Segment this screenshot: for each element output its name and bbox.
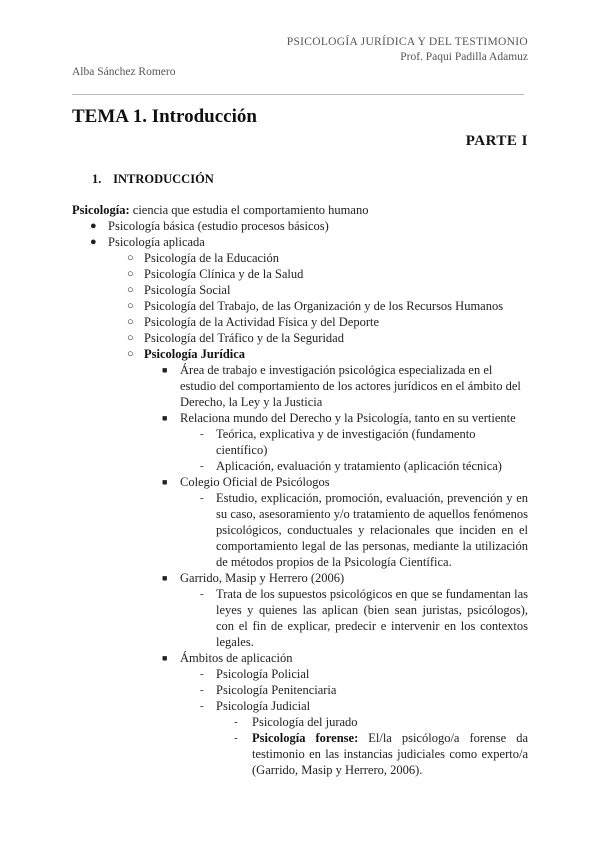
list-item: - Estudio, explicación, promoción, evaluación, prevención y en su caso, asesoramiento y/o tratamiento de aquellos fenómenos psicológicos, conductuales y relacionales que inciden en el comportamiento legal de las personas, mediante la utilización de métodos propios de la Psicología Científica. bbox=[200, 491, 528, 569]
part-label: PARTE I bbox=[465, 133, 528, 149]
list-item: ○ Psicología Social bbox=[127, 283, 231, 297]
list-item: - Psicología Judicial bbox=[200, 699, 311, 713]
bullet-square-icon: ■ bbox=[162, 365, 168, 375]
list-item: ○ Psicología de la Actividad Física y del Deporte bbox=[127, 315, 380, 329]
list-item: ■ Ámbitos de aplicación bbox=[162, 651, 293, 665]
list-item: - Trata de los supuestos psicológicos en que se fundamentan las leyes y quienes las aplican (bien sean juristas, psicólogos), con el fin de explicar, predecir e intervenir en los contextos legales. bbox=[200, 587, 528, 649]
list-item: ■ Relaciona mundo del Derecho y la Psicología, tanto en su vertiente bbox=[162, 411, 516, 425]
header-divider bbox=[72, 94, 524, 95]
list-item: ■ Colegio Oficial de Psicólogos bbox=[162, 475, 330, 489]
bullet-dash-icon: - bbox=[200, 460, 204, 472]
document-body bbox=[72, 202, 528, 778]
list-item: ○ Psicología del Tráfico y de la Seguridad bbox=[127, 331, 344, 345]
definition-line bbox=[72, 202, 528, 218]
bullet-dash-icon: - bbox=[234, 716, 238, 728]
list-item: ○ Psicología del Trabajo, de las Organización y de los Recursos Humanos bbox=[127, 299, 504, 313]
bullet-dash-icon: - bbox=[200, 684, 204, 696]
forense-term: Psicología forense: bbox=[252, 731, 359, 745]
bullet-circle-icon: ○ bbox=[127, 268, 134, 280]
section-heading bbox=[92, 172, 214, 187]
bullet-dash-icon: - bbox=[200, 428, 204, 440]
bullet-dash-icon: - bbox=[200, 700, 204, 712]
list-item: - Psicología Policial bbox=[200, 667, 310, 681]
list-item: - Aplicación, evaluación y tratamiento (aplicación técnica) bbox=[200, 459, 502, 473]
list-item: ○ Psicología de la Educación bbox=[127, 251, 280, 265]
bullet-dot-icon: ● bbox=[90, 236, 97, 248]
bullet-dash-icon: - bbox=[200, 588, 204, 600]
bullet-square-icon: ■ bbox=[162, 413, 168, 423]
definition-text: ciencia que estudia el comportamiento humano bbox=[132, 203, 369, 217]
bullet-circle-icon: ○ bbox=[127, 252, 134, 264]
bullet-circle-icon: ○ bbox=[127, 332, 134, 344]
list-item: ○ Psicología Jurídica bbox=[127, 347, 246, 361]
list-item: ○ Psicología Clínica y de la Salud bbox=[127, 267, 304, 281]
forense-text: El/la psicólogo/a forense da testimonio en las instancias judiciales como experto/a (Garrido, Masip y Herrero, 2006). bbox=[252, 731, 529, 777]
bullet-dot-icon: ● bbox=[90, 220, 97, 232]
list-item: - Psicología del jurado bbox=[234, 715, 358, 729]
bullet-dash-icon: - bbox=[200, 492, 204, 504]
bullet-dash-icon: - bbox=[200, 668, 204, 680]
bullet-square-icon: ■ bbox=[162, 653, 168, 663]
bullet-square-icon: ■ bbox=[162, 573, 168, 583]
list-item: ■ Garrido, Masip y Herrero (2006) bbox=[162, 571, 345, 585]
bullet-circle-icon: ○ bbox=[127, 300, 134, 312]
bullet-square-icon: ■ bbox=[162, 477, 168, 487]
bullet-dash-icon: - bbox=[234, 732, 238, 744]
header-course-title: PSICOLOGÍA JURÍDICA Y DEL TESTIMONIO bbox=[286, 36, 528, 48]
list-item: ■ Área de trabajo e investigación psicológica especializada en el estudio del comportamiento de los actores jurídicos en el ámbito del Derecho, la Ley y la Justicia bbox=[162, 363, 521, 409]
bullet-circle-icon: ○ bbox=[127, 348, 134, 360]
list-item: - Teórica, explicativa y de investigación (fundamento científico) bbox=[200, 427, 476, 457]
list-item bbox=[72, 730, 528, 778]
section-number: 1. bbox=[92, 172, 102, 186]
section-title: INTRODUCCIÓN bbox=[113, 172, 214, 186]
document-title: TEMA 1. Introducción bbox=[72, 106, 257, 127]
definition-term: Psicología: bbox=[72, 203, 130, 217]
list-item: ● Psicología básica (estudio procesos básicos) bbox=[90, 219, 329, 233]
header-author: Alba Sánchez Romero bbox=[72, 66, 176, 78]
header-professor: Prof. Paqui Padilla Adamuz bbox=[400, 51, 528, 63]
bullet-circle-icon: ○ bbox=[127, 316, 134, 328]
list-item: - Psicología Penitenciaria bbox=[200, 683, 337, 697]
list-item: ● Psicología aplicada bbox=[90, 235, 205, 249]
bullet-circle-icon: ○ bbox=[127, 284, 134, 296]
